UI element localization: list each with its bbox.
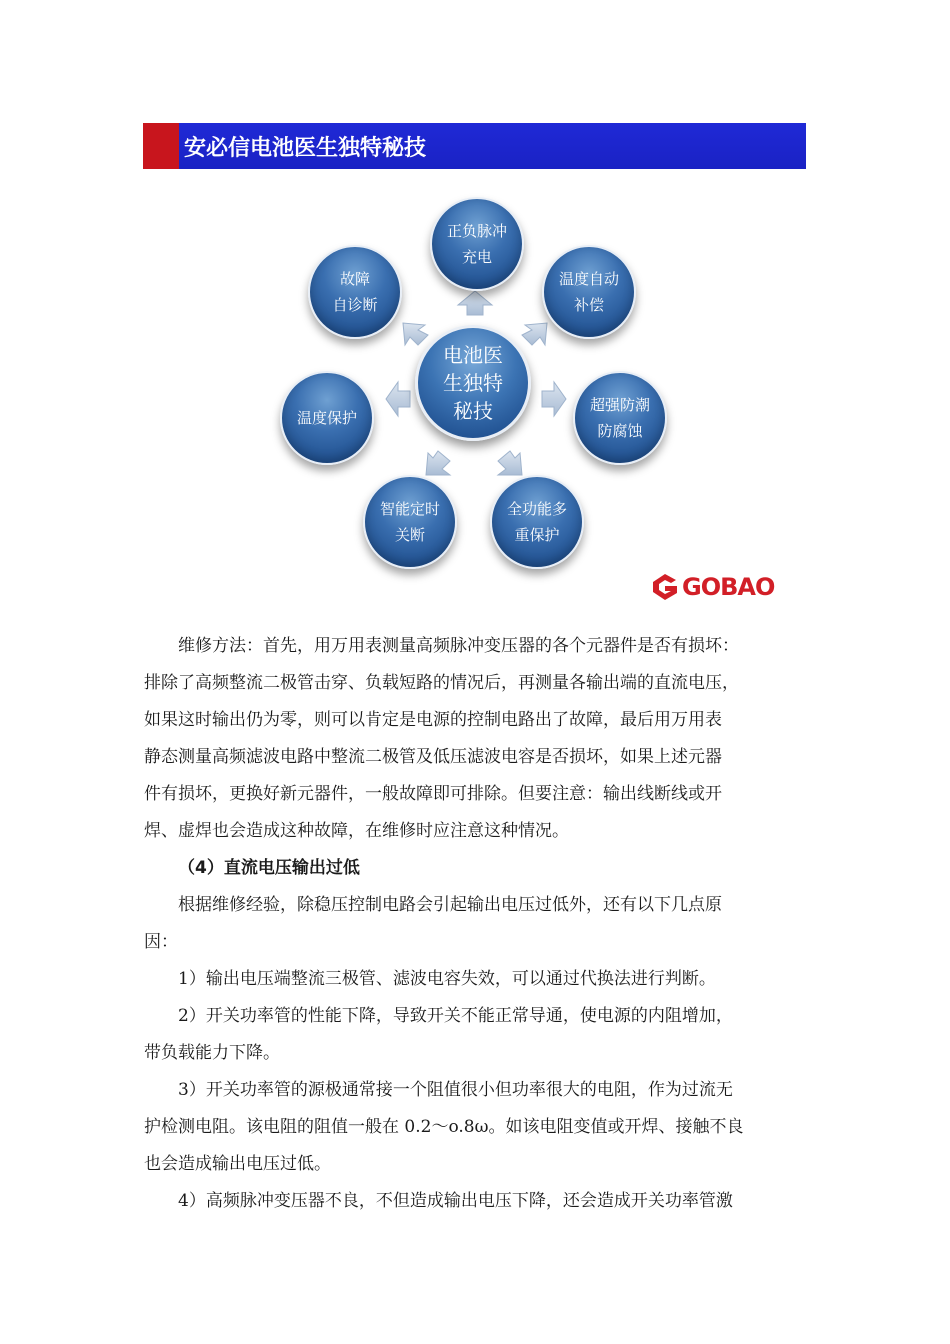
banner-title: 安必信电池医生独特秘技	[179, 123, 806, 169]
paragraph-line: 如果这时输出仍为零，则可以肯定是电源的控制电路出了故障，最后用万用表	[144, 710, 722, 730]
node-temp-compensation: 温度自动 补偿	[542, 245, 636, 339]
arrow-down-right	[498, 451, 522, 475]
diagram-center: 电池医 生独特 秘技	[415, 325, 531, 441]
node-moisture-proof: 超强防潮 防腐蚀	[573, 371, 667, 465]
paragraph-line: 排除了高频整流二极管击穿、负载短路的情况后，再测量各输出端的直流电压，	[144, 673, 739, 693]
arrow-right	[542, 382, 566, 416]
arrow-up-right	[522, 323, 547, 345]
feature-diagram	[260, 185, 690, 575]
paragraph-line: 件有损坏，更换好新元器件，一般故障即可排除。但要注意：输出线断线或开	[144, 784, 722, 804]
list-item: 3）开关功率管的源极通常接一个阻值很小但功率很大的电阻，作为过流无	[178, 1080, 733, 1100]
section-heading: （4）直流电压输出过低	[178, 858, 360, 878]
paragraph-line: 因：	[144, 932, 178, 952]
gobao-logo	[650, 570, 780, 604]
paragraph-line: 也会造成输出电压过低。	[144, 1154, 331, 1174]
logo-text: GOBAO	[682, 573, 775, 601]
node-temp-protection: 温度保护	[280, 371, 374, 465]
node-multi-protection: 全功能多 重保护	[490, 475, 584, 569]
list-item: 4）高频脉冲变压器不良，不但造成输出电压下降，还会造成开关功率管激	[178, 1191, 733, 1211]
list-item: 1）输出电压端整流三极管、滤波电容失效，可以通过代换法进行判断。	[178, 969, 716, 989]
arrow-up-left	[403, 323, 428, 345]
paragraph-line: 焊、虚焊也会造成这种故障，在维修时应注意这种情况。	[144, 821, 569, 841]
node-fault-diagnosis: 故障 自诊断	[308, 245, 402, 339]
section-banner	[143, 123, 806, 169]
arrow-up	[458, 291, 492, 315]
paragraph-line: 护检测电阻。该电阻的阻值一般在 0.2～o.8ω。如该电阻变值或开焊、接触不良	[144, 1117, 744, 1137]
gobao-logo-icon	[650, 572, 680, 602]
node-timed-shutdown: 智能定时 关断	[363, 475, 457, 569]
list-item: 2）开关功率管的性能下降，导致开关不能正常导通，使电源的内阻增加，	[178, 1006, 733, 1026]
banner-red-block	[143, 123, 179, 169]
arrow-left	[386, 382, 410, 416]
paragraph-line: 维修方法：首先，用万用表测量高频脉冲变压器的各个元器件是否有损坏：	[178, 636, 739, 656]
arrow-down-left	[426, 451, 450, 475]
node-pulse-charge: 正负脉冲 充电	[430, 197, 524, 291]
paragraph-line: 静态测量高频滤波电路中整流二极管及低压滤波电容是否损坏，如果上述元器	[144, 747, 722, 767]
paragraph-line: 根据维修经验，除稳压控制电路会引起输出电压过低外，还有以下几点原	[178, 895, 722, 915]
paragraph-line: 带负载能力下降。	[144, 1043, 280, 1063]
